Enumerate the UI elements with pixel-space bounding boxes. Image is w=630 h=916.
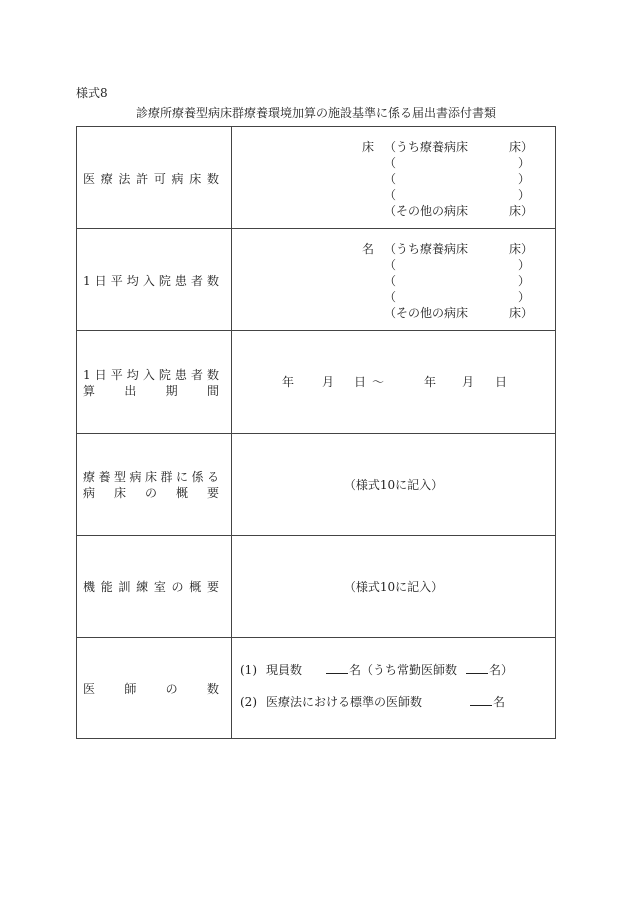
document-title: 診療所療養型病床群療養環境加算の施設基準に係る届出書添付書類: [135, 106, 496, 120]
month-label: 月: [322, 375, 335, 389]
row-label-calc-period-1: 1日平均入院患者数: [83, 368, 219, 382]
day-label: 日: [495, 375, 508, 389]
paren-open: （: [384, 188, 397, 202]
sub-label: （うち療養病床: [384, 242, 469, 256]
standard-doctors-label: 医療法における標準の医師数: [266, 695, 423, 709]
unit-label: 名）: [489, 663, 514, 677]
paren-open: （: [384, 274, 397, 288]
sub-unit: 床）: [509, 204, 534, 218]
paren-open: （: [384, 258, 397, 272]
row-label-training-room: 機能訓練室の概要: [83, 580, 219, 594]
paren-open: （: [384, 172, 397, 186]
see-form-10-note: （様式10に記入）: [343, 478, 444, 492]
row-label-ward-overview-1: 療養型病床群に係る: [83, 470, 219, 484]
year-label: 年: [424, 375, 437, 389]
training-room-cell: [232, 536, 555, 637]
sub-label: （その他の病床: [384, 306, 469, 320]
current-staff-label: 現員数: [266, 663, 303, 677]
unit-label: 床: [362, 140, 375, 154]
calc-period-cell[interactable]: [232, 331, 555, 433]
paren-close: ）: [518, 172, 531, 186]
form-table: [76, 126, 556, 739]
see-form-10-note: （様式10に記入）: [343, 580, 444, 594]
form-number: 様式8: [76, 86, 108, 100]
month-label: 月: [462, 375, 475, 389]
current-staff-field[interactable]: [326, 662, 457, 678]
doctor-count-cell[interactable]: [232, 638, 555, 739]
paren-close: ）: [518, 274, 531, 288]
paren-open: （: [384, 156, 397, 170]
row-label-ward-overview-2: 病床の概要: [83, 486, 219, 500]
paren-close: ）: [518, 258, 531, 272]
full-time-field[interactable]: [466, 662, 513, 678]
item-number: (1): [240, 663, 257, 677]
unit-label: 名: [493, 695, 506, 709]
row-label-calc-period-2: 算出期間: [83, 384, 219, 398]
licensed-beds-cell[interactable]: [232, 127, 555, 228]
row-label-avg-inpatients: 1日平均入院患者数: [83, 274, 219, 288]
paren-close: ）: [518, 156, 531, 170]
sub-label: （その他の病床: [384, 204, 469, 218]
item-number: (2): [240, 695, 257, 709]
paren-open: （: [384, 290, 397, 304]
sub-label: （うち療養病床: [384, 140, 469, 154]
standard-doctors-field[interactable]: [470, 694, 505, 710]
day-label: 日: [354, 375, 367, 389]
avg-inpatients-cell[interactable]: [232, 229, 555, 330]
range-tilde: 〜: [372, 375, 385, 389]
row-label-licensed-beds: 医療法許可病床数: [83, 172, 219, 186]
year-label: 年: [282, 375, 295, 389]
ward-overview-cell: [232, 434, 555, 535]
sub-unit: 床）: [509, 306, 534, 320]
paren-close: ）: [518, 290, 531, 304]
unit-label: 名: [362, 242, 375, 256]
sub-unit: 床）: [509, 242, 534, 256]
paren-close: ）: [518, 188, 531, 202]
row-label-doctor-count: 医師の数: [83, 682, 219, 696]
sub-unit: 床）: [509, 140, 534, 154]
full-time-label: 名（うち常勤医師数: [349, 663, 458, 677]
